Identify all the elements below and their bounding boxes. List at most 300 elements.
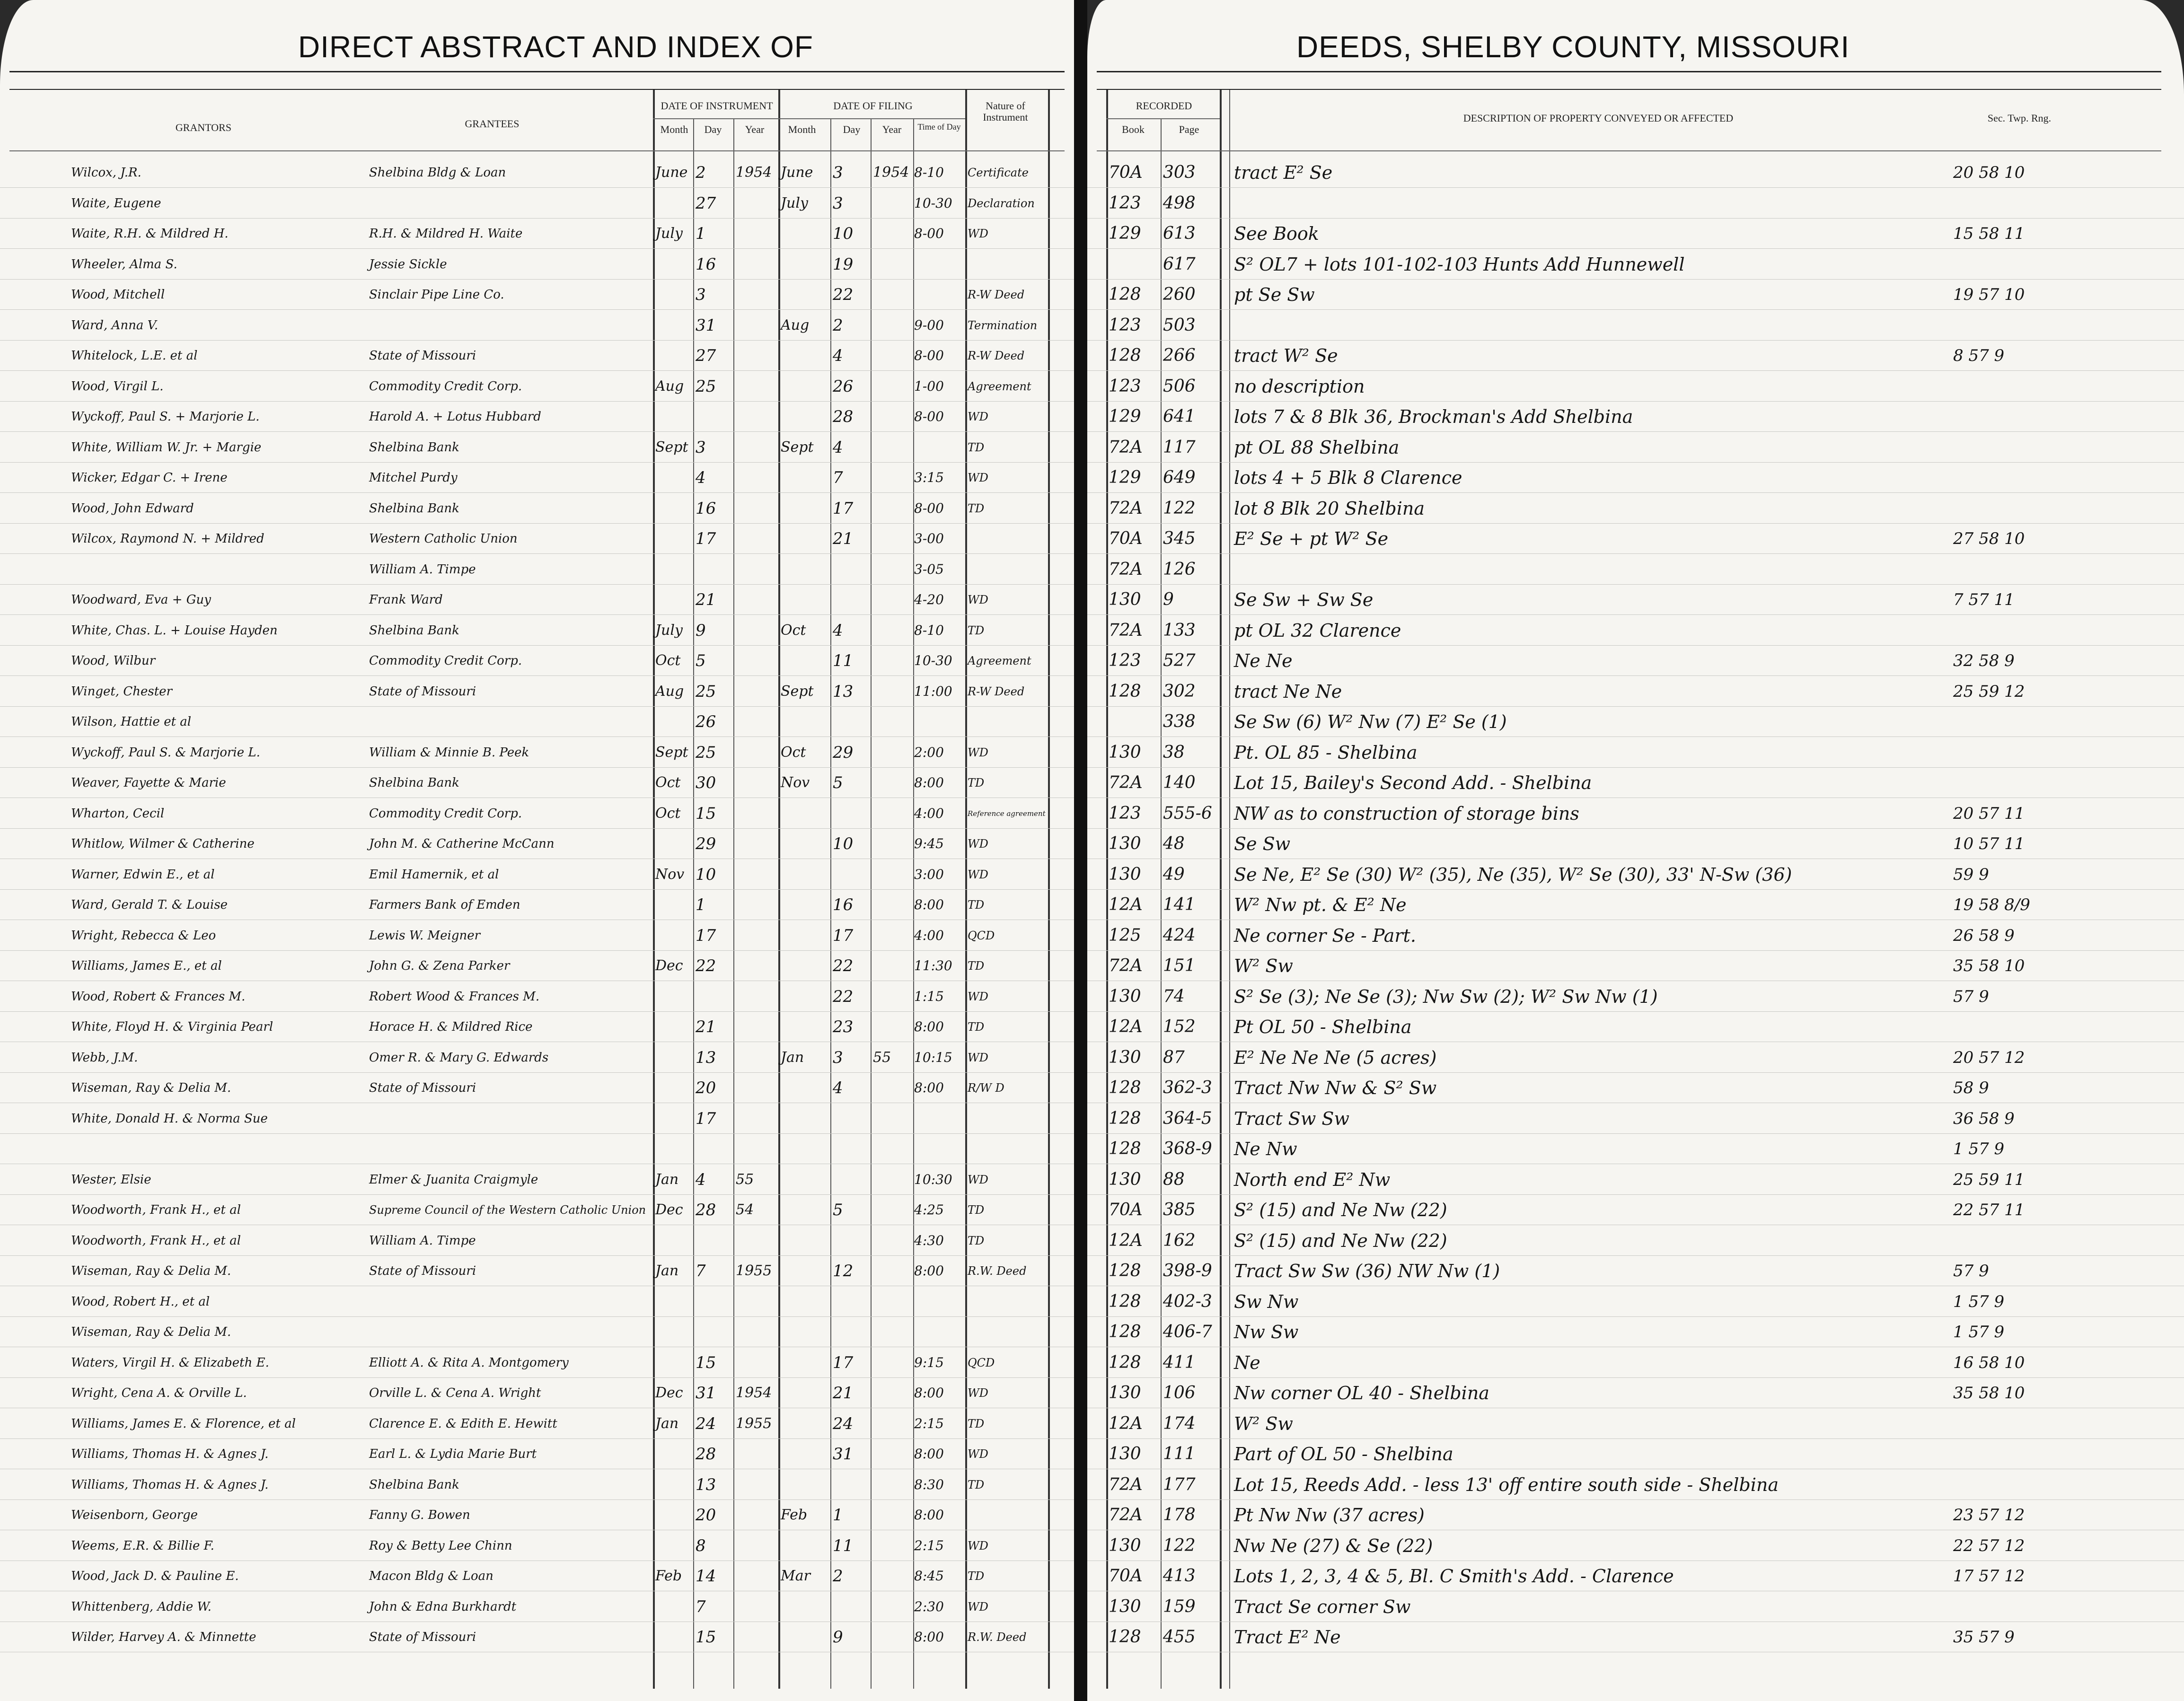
book: 70A (1109, 163, 1143, 182)
page: 178 (1163, 1505, 1196, 1525)
instrument-day: 4 (696, 1170, 706, 1189)
grantor: Wood, Robert H., et al (71, 1294, 210, 1309)
ledger-row (0, 985, 1074, 1008)
grantor: Wood, Virgil L. (71, 379, 164, 394)
row-rule (0, 1316, 1074, 1317)
description: E² Se + pt W² Se (1234, 528, 1389, 549)
subheader-rule (1106, 118, 1220, 119)
filing-time: 8:00 (914, 1629, 944, 1645)
grantee: John & Edna Burkhardt (369, 1599, 517, 1614)
ledger-row (1087, 680, 2184, 703)
book: 72A (1109, 1505, 1143, 1525)
sec-twp-rng: 19 57 10 (1953, 285, 2025, 304)
filing-day: 19 (833, 254, 854, 274)
instrument-day: 1 (696, 895, 706, 914)
book: 125 (1109, 925, 1141, 945)
ledger-row (1087, 710, 2184, 734)
filing-time: 8-00 (914, 500, 944, 516)
grantor: Wood, John Edward (71, 501, 194, 516)
filing-time: 4:00 (914, 927, 944, 943)
sec-twp-rng: 7 57 11 (1953, 590, 2015, 609)
row-rule (0, 492, 1074, 493)
filing-time: 10:15 (914, 1049, 952, 1065)
instrument-day: 29 (696, 834, 716, 853)
instrument-day: 3 (696, 285, 706, 304)
nature: WD (968, 593, 988, 606)
row-rule (1087, 462, 2184, 463)
ledger-row (1087, 497, 2184, 520)
recorded-header: RECORDED (1136, 100, 1192, 112)
description: Lots 1, 2, 3, 4 & 5, Bl. C Smith's Add. - Clarence (1234, 1566, 1674, 1587)
grantors-header: GRANTORS (175, 122, 232, 133)
grantee: State of Missouri (369, 1264, 476, 1278)
sec-twp-rng: 16 58 10 (1953, 1353, 2025, 1372)
filing-day: 28 (833, 407, 854, 426)
grantee: Robert Wood & Frances M. (369, 989, 540, 1004)
ledger-row (0, 710, 1074, 734)
book: 12A (1109, 1413, 1143, 1433)
filing-year: 55 (873, 1049, 891, 1066)
ledger-row (0, 1320, 1074, 1344)
instrument-day: 17 (696, 1109, 716, 1128)
description: Se Sw + Sw Se (1234, 589, 1374, 610)
description: W² Sw (1234, 956, 1293, 976)
grantor: Waite, Eugene (71, 196, 161, 210)
grantor: White, Donald H. & Norma Sue (71, 1111, 268, 1126)
subheader-rule (9, 150, 1065, 151)
page: 122 (1163, 1535, 1196, 1555)
filing-day: 17 (833, 926, 854, 945)
instrument-day: 15 (696, 1353, 716, 1372)
grantee: Jessie Sickle (369, 257, 447, 272)
grantor: Ward, Anna V. (71, 318, 159, 333)
sec-twp-rng: 20 58 10 (1953, 163, 2025, 182)
filing-day: 29 (833, 743, 854, 762)
ledger-row (0, 1381, 1074, 1405)
instrument-day: 16 (696, 254, 716, 274)
header-rule (1097, 89, 2161, 90)
row-rule (0, 340, 1074, 341)
filing-time: 10-30 (914, 653, 952, 668)
filing-time: 2:15 (914, 1415, 944, 1431)
book: 70A (1109, 1200, 1143, 1219)
filing-time: 8-00 (914, 348, 944, 363)
date-of-filing-header: DATE OF FILING (833, 100, 913, 112)
page: 38 (1163, 742, 1185, 762)
nature: WD (968, 410, 988, 423)
row-rule (1087, 309, 2184, 310)
grantee: Earl L. & Lydia Marie Burt (369, 1447, 537, 1461)
instrument-day: 10 (696, 865, 716, 884)
grantee: State of Missouri (369, 349, 476, 363)
grantor: White, Chas. L. + Louise Hayden (71, 623, 278, 638)
ledger-row (0, 375, 1074, 398)
ledger-row (0, 1442, 1074, 1466)
ledger-row (0, 558, 1074, 581)
row-rule (0, 462, 1074, 463)
instrument-day: 31 (696, 316, 716, 335)
ledger-row (1087, 161, 2184, 184)
row-rule (0, 279, 1074, 280)
description: North end E² Nw (1234, 1169, 1391, 1190)
ledger-row (0, 771, 1074, 795)
row-rule (0, 553, 1074, 554)
page: 411 (1163, 1352, 1196, 1372)
page: 106 (1163, 1383, 1196, 1403)
description: Ne Ne (1234, 650, 1293, 671)
ledger-row (1087, 466, 2184, 490)
ledger-row (0, 802, 1074, 825)
ledger-row (1087, 1137, 2184, 1161)
grantee: Horace H. & Mildred Rice (369, 1020, 533, 1034)
instrument-day: 28 (696, 1201, 716, 1219)
row-rule (0, 1377, 1074, 1378)
row-rule (0, 614, 1074, 615)
page: 617 (1163, 254, 1196, 274)
section-township-range-header: Sec. Twp. Rng. (1987, 112, 2052, 124)
instrument-day: 5 (696, 651, 706, 670)
row-rule (1087, 767, 2184, 768)
filing-day: 4 (833, 346, 843, 365)
sec-twp-rng: 57 9 (1953, 1262, 1989, 1280)
sec-twp-rng: 1 57 9 (1953, 1323, 2005, 1342)
ledger-row (1087, 985, 2184, 1008)
description: Pt. OL 85 - Shelbina (1234, 742, 1418, 763)
book: 72A (1109, 437, 1143, 457)
nature: TD (968, 898, 985, 912)
ledger-row (1087, 1168, 2184, 1192)
instrument-day: 17 (696, 529, 716, 548)
grantor: Wicker, Edgar C. + Irene (71, 471, 228, 485)
page: 152 (1163, 1017, 1196, 1036)
grantor: Wilder, Harvey A. & Minnette (71, 1630, 256, 1644)
grantee: Western Catholic Union (369, 532, 518, 546)
row-rule (0, 767, 1074, 768)
filing-day: 11 (833, 651, 854, 670)
grantor: Weems, E.R. & Billie F. (71, 1538, 214, 1553)
page: 345 (1163, 529, 1196, 548)
book: 129 (1109, 224, 1141, 243)
filing-day: 12 (833, 1262, 854, 1280)
instrument-month: Jan (655, 1415, 679, 1432)
row-rule (0, 645, 1074, 646)
ledger-row (1087, 1107, 2184, 1131)
filing-day: 16 (833, 895, 854, 914)
ledger-row (0, 863, 1074, 886)
grantee: Clarence E. & Edith E. Hewitt (369, 1416, 557, 1431)
description: Nw corner OL 40 - Shelbina (1234, 1383, 1489, 1403)
grantee: Macon Bldg & Loan (369, 1569, 493, 1583)
ledger-row (0, 344, 1074, 368)
instrument-month: Oct (655, 805, 681, 822)
grantor: Waite, R.H. & Mildred H. (71, 227, 229, 241)
book: 130 (1109, 986, 1141, 1006)
grantor: Warner, Edwin E., et al (71, 867, 215, 882)
ledger-row (1087, 253, 2184, 276)
filing-time: 9-00 (914, 317, 944, 333)
description: tract W² Se (1234, 345, 1338, 366)
page: 303 (1163, 163, 1196, 182)
filing-day: 10 (833, 224, 854, 243)
right-page (1087, 0, 2184, 1701)
grantor: Wyckoff, Paul S. & Marjorie L. (71, 745, 260, 760)
row-rule (0, 584, 1074, 585)
ledger-row (0, 1534, 1074, 1558)
page: 364-5 (1163, 1108, 1212, 1128)
filing-time: 8:00 (914, 1446, 944, 1462)
sec-twp-rng: 20 57 12 (1953, 1048, 2025, 1067)
filing-day: 22 (833, 956, 854, 975)
row-rule (1087, 828, 2184, 829)
grantor: Wester, Elsie (71, 1172, 151, 1187)
nature: WD (968, 1386, 988, 1400)
grantee: Orville L. & Cena A. Wright (369, 1386, 541, 1400)
filing-day: 22 (833, 285, 854, 304)
sec-twp-rng: 26 58 9 (1953, 926, 2015, 945)
ledger-row (1087, 1046, 2184, 1070)
page: 111 (1163, 1444, 1196, 1464)
page: 385 (1163, 1200, 1196, 1219)
ledger-row (1087, 954, 2184, 978)
page: 503 (1163, 315, 1196, 335)
page: 338 (1163, 712, 1196, 731)
page: 141 (1163, 895, 1196, 914)
ledger-row (1087, 283, 2184, 307)
nature: TD (968, 501, 985, 515)
header-rule (9, 89, 1065, 90)
filing-time: 8:00 (914, 775, 944, 790)
grantor: Weisenborn, George (71, 1508, 198, 1522)
description: Ne corner Se - Part. (1234, 925, 1416, 946)
book: 72A (1109, 498, 1143, 518)
row-rule (1087, 523, 2184, 524)
grantor: Wilcox, Raymond N. + Mildred (71, 532, 264, 546)
ledger-row (1087, 1320, 2184, 1344)
grantee: William A. Timpe (369, 562, 476, 577)
page: 402-3 (1163, 1291, 1212, 1311)
instrument-day: 8 (696, 1536, 706, 1555)
description: NW as to construction of storage bins (1234, 803, 1579, 824)
description: pt Se Sw (1234, 284, 1315, 305)
instrument-day: 7 (696, 1597, 706, 1616)
ledger-row (0, 1229, 1074, 1253)
filing-time: 2:00 (914, 744, 944, 760)
nature: TD (968, 1478, 985, 1491)
ledger-row (0, 1412, 1074, 1436)
nature: TD (968, 623, 985, 637)
filing-day: 21 (833, 529, 854, 548)
book: 12A (1109, 1017, 1143, 1036)
description: lot 8 Blk 20 Shelbina (1234, 498, 1425, 519)
ledger-row (0, 527, 1074, 551)
book: 123 (1109, 315, 1141, 335)
page: 498 (1163, 193, 1196, 213)
filing-year: 1954 (873, 164, 909, 181)
filing-day: 22 (833, 987, 854, 1006)
instrument-day: 21 (696, 1017, 716, 1036)
nature: WD (968, 1539, 988, 1552)
ledger-row (0, 954, 1074, 978)
grantor: Whittenberg, Addie W. (71, 1599, 211, 1614)
grantor: Wood, Robert & Frances M. (71, 989, 246, 1004)
filing-day: 21 (833, 1384, 854, 1403)
grantee: Shelbina Bank (369, 623, 459, 638)
grantee: Elmer & Juanita Craigmyle (369, 1172, 538, 1187)
row-rule (0, 370, 1074, 371)
description: Sw Nw (1234, 1291, 1299, 1312)
ledger-row (0, 1076, 1074, 1100)
filing-month: June (781, 164, 813, 181)
description: Tract Sw Sw (36) NW Nw (1) (1234, 1261, 1500, 1281)
grantor: Woodworth, Frank H., et al (71, 1203, 241, 1217)
sec-twp-rng: 27 58 10 (1953, 529, 2025, 548)
description: Ne (1234, 1352, 1260, 1373)
ledger-row (1087, 1534, 2184, 1558)
description: Tract Sw Sw (1234, 1108, 1349, 1129)
row-rule (1087, 1194, 2184, 1195)
ledger-row (0, 1503, 1074, 1527)
nature: Termination (968, 318, 1038, 332)
filing-time: 8:00 (914, 1080, 944, 1096)
row-rule (1087, 553, 2184, 554)
row-rule (1087, 706, 2184, 707)
ledger-row (1087, 1442, 2184, 1466)
instrument-year: 1955 (736, 1415, 772, 1432)
ledger-row (0, 924, 1074, 947)
filing-time: 11:30 (914, 958, 952, 973)
ledger-row (1087, 649, 2184, 673)
description-header: DESCRIPTION OF PROPERTY CONVEYED OR AFFECTED (1463, 112, 1734, 124)
ledger-row (0, 1290, 1074, 1314)
filing-month: Feb (781, 1507, 808, 1523)
filing-time: 8-00 (914, 409, 944, 424)
page: 260 (1163, 285, 1196, 304)
nature: Agreement (968, 654, 1031, 667)
grantor: Waters, Virgil H. & Elizabeth E. (71, 1355, 269, 1370)
instrument-year: 1954 (736, 164, 772, 181)
grantor: Wood, Jack D. & Pauline E. (71, 1569, 239, 1583)
ledger-row (0, 497, 1074, 520)
book: 128 (1109, 1139, 1141, 1158)
filing-day: 10 (833, 834, 854, 853)
description: no description (1234, 376, 1365, 397)
filing-day: 5 (833, 1201, 843, 1219)
description: lots 4 + 5 Blk 8 Clarence (1234, 467, 1462, 488)
page: 424 (1163, 925, 1196, 945)
row-rule (1087, 1438, 2184, 1439)
row-rule (1087, 248, 2184, 249)
book: 128 (1109, 681, 1141, 701)
filing-day: 9 (833, 1628, 843, 1647)
ledger-row (1087, 1381, 2184, 1405)
instrument-year: 1954 (736, 1385, 772, 1401)
nature: R-W Deed (968, 349, 1025, 362)
book: 130 (1109, 864, 1141, 884)
ledger-row (0, 1564, 1074, 1588)
book: 128 (1109, 1291, 1141, 1311)
book: 130 (1109, 1169, 1141, 1189)
filing-time: 8:30 (914, 1476, 944, 1492)
ledger-row (0, 1168, 1074, 1192)
row-rule (1087, 1377, 2184, 1378)
book: 130 (1109, 1535, 1141, 1555)
row-rule (0, 1438, 1074, 1439)
row-rule (0, 1133, 1074, 1134)
grantor: Weaver, Fayette & Marie (71, 776, 226, 790)
sec-twp-rng: 58 9 (1953, 1078, 1989, 1097)
ledger-row (1087, 1503, 2184, 1527)
nature: TD (968, 1417, 985, 1430)
filing-time: 4:30 (914, 1232, 944, 1248)
grantor: Whitelock, L.E. et al (71, 349, 198, 363)
grantee: State of Missouri (369, 1081, 476, 1095)
grantee: Mitchel Purdy (369, 471, 458, 485)
right-page-title: DEEDS, SHELBY COUNTY, MISSOURI (1296, 30, 1850, 64)
sec-twp-rng: 25 59 12 (1953, 682, 2025, 701)
left-page (0, 0, 1074, 1701)
instrument-day: 4 (696, 468, 706, 487)
description: W² Sw (1234, 1413, 1293, 1434)
ledger-row (1087, 222, 2184, 246)
ledger-row (0, 619, 1074, 642)
sec-twp-rng: 15 58 11 (1953, 224, 2025, 243)
filing-day: 1 (833, 1506, 843, 1525)
filing-day: 3 (833, 163, 843, 182)
filing-month: Mar (781, 1568, 810, 1584)
book: 72A (1109, 620, 1143, 640)
description: Se Ne, E² Se (30) W² (35), Ne (35), W² Se (30), 33' N-Sw (36) (1234, 864, 1792, 885)
sec-twp-rng: 1 57 9 (1953, 1292, 2005, 1311)
instrument-day: 20 (696, 1506, 716, 1525)
ledger-row (1087, 924, 2184, 947)
ledger-row (0, 222, 1074, 246)
row-rule (1087, 614, 2184, 615)
filing-time: 3-05 (914, 561, 944, 577)
nature: R-W Deed (968, 684, 1025, 698)
ledger-row (0, 1137, 1074, 1161)
grantee: John G. & Zena Parker (369, 959, 510, 973)
grantor: Wiseman, Ray & Delia M. (71, 1264, 231, 1278)
nature: WD (968, 471, 988, 484)
filing-day: 4 (833, 1078, 843, 1097)
row-rule (0, 1072, 1074, 1073)
filing-time: 8:00 (914, 1385, 944, 1401)
filing-month: Sept (781, 438, 814, 456)
page: 527 (1163, 651, 1196, 670)
filing-month: Oct (781, 744, 806, 761)
filing-month: Jan (781, 1049, 804, 1066)
ledger-row (1087, 1229, 2184, 1253)
filing-time: 4-20 (914, 592, 944, 607)
grantee: Farmers Bank of Emden (369, 898, 520, 912)
sec-twp-rng: 25 59 11 (1953, 1170, 2025, 1189)
ledger-row (1087, 558, 2184, 581)
row-rule (0, 187, 1074, 188)
instrument-day: 7 (696, 1262, 706, 1280)
grantee: Harold A. + Lotus Hubbard (369, 410, 541, 424)
grantor: Winget, Chester (71, 684, 172, 699)
book: 130 (1109, 1383, 1141, 1403)
instrument-day: 25 (696, 682, 716, 701)
instrument-day: 24 (696, 1414, 716, 1433)
row-rule (1087, 1011, 2184, 1012)
nature: WD (968, 745, 988, 759)
page: 140 (1163, 773, 1196, 792)
grantor: Wilcox, J.R. (71, 166, 141, 180)
month-header: Month (660, 123, 688, 135)
grantee: Shelbina Bank (369, 776, 459, 790)
book: 129 (1109, 468, 1141, 487)
